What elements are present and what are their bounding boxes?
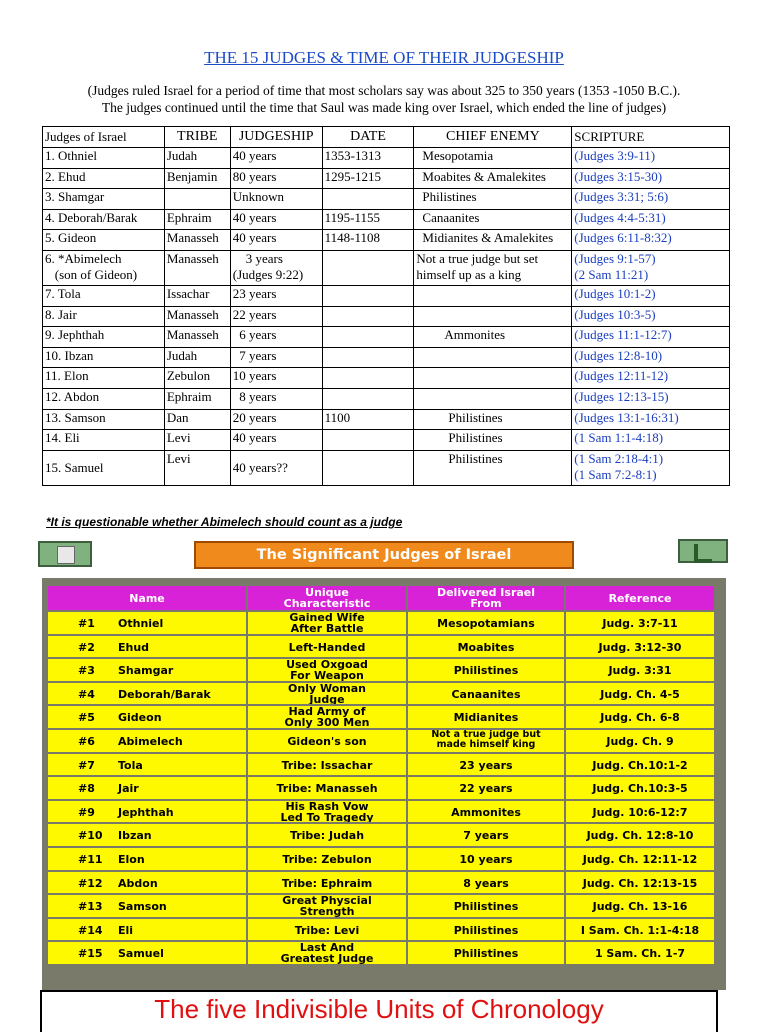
judge-row-name bbox=[48, 872, 246, 894]
delivered-from-cell: Ammonites bbox=[408, 801, 564, 823]
bottom-heading: The five Indivisible Units of Chronology bbox=[154, 994, 604, 1024]
judge-number: #9 bbox=[78, 805, 95, 819]
judge-row-name bbox=[48, 824, 246, 846]
judge-name: Samson bbox=[118, 900, 167, 914]
characteristic-cell: Great Physcial Strength bbox=[248, 895, 406, 917]
date-cell bbox=[322, 430, 414, 451]
scripture-cell[interactable]: (Judges 3:15-30) bbox=[572, 168, 730, 189]
judge-row-name bbox=[48, 706, 246, 728]
intro-text bbox=[20, 82, 748, 116]
header-judges: Judges of Israel bbox=[43, 127, 165, 148]
judge-name-cell: 13. Samson bbox=[43, 409, 165, 430]
scripture-cell[interactable]: (Judges 10:1-2) bbox=[572, 285, 730, 306]
scripture-cell[interactable]: (Judges 3:9-11) bbox=[572, 148, 730, 169]
characteristic-cell: Used Oxgoad For Weapon bbox=[248, 659, 406, 681]
tribe-cell: Manasseh bbox=[164, 230, 230, 251]
reference-cell: Judg. Ch. 12:13-15 bbox=[566, 872, 714, 894]
judgeship-cell: 40 years bbox=[230, 430, 322, 451]
characteristic-cell: Gained Wife After Battle bbox=[248, 612, 406, 634]
judge-name-cell: 12. Abdon bbox=[43, 388, 165, 409]
judgeship-cell: 8 years bbox=[230, 388, 322, 409]
chief-enemy-cell: Mesopotamia bbox=[414, 148, 572, 169]
intro-line-1: (Judges ruled Israel for a period of time that most scholars say was about 325 to 350 years (1353 -1050 B.C.). bbox=[87, 83, 681, 98]
judge-row-name bbox=[48, 659, 246, 681]
judge-name: Deborah/Barak bbox=[118, 687, 211, 701]
judgeship-cell: 23 years bbox=[230, 285, 322, 306]
judge-number: #1 bbox=[78, 617, 95, 630]
judgeship-cell: 40 years bbox=[230, 209, 322, 230]
judge-name: Jair bbox=[118, 782, 139, 796]
judge-row-name bbox=[48, 754, 246, 776]
date-cell bbox=[322, 250, 414, 285]
scripture-cell[interactable]: (Judges 4:4-5:31) bbox=[572, 209, 730, 230]
characteristic-cell: Only Woman Judge bbox=[248, 683, 406, 705]
header-date: DATE bbox=[322, 127, 414, 148]
judgeship-cell: Unknown bbox=[230, 189, 322, 210]
header-tribe: TRIBE bbox=[164, 127, 230, 148]
judge-name: Jephthah bbox=[118, 805, 174, 819]
scripture-cell[interactable]: (Judges 12:13-15) bbox=[572, 388, 730, 409]
judge-row-name bbox=[48, 612, 246, 634]
header-characteristic: Unique Characteristic bbox=[248, 586, 406, 610]
tribe-cell bbox=[164, 189, 230, 210]
judge-row-name bbox=[48, 919, 246, 941]
date-cell bbox=[322, 285, 414, 306]
chief-enemy-cell: Ammonites bbox=[414, 327, 572, 348]
date-cell: 1353-1313 bbox=[322, 148, 414, 169]
judges-table-row bbox=[43, 285, 730, 306]
scripture-cell[interactable]: (Judges 12:11-12) bbox=[572, 368, 730, 389]
judges-table-header bbox=[43, 127, 730, 148]
header-name: Name bbox=[48, 586, 246, 610]
judge-name-cell: 9. Jephthah bbox=[43, 327, 165, 348]
scripture-cell[interactable]: (1 Sam 1:1-4:18) bbox=[572, 430, 730, 451]
judge-number: #13 bbox=[78, 900, 103, 914]
scripture-cell[interactable]: (Judges 10:3-5) bbox=[572, 306, 730, 327]
return-button[interactable] bbox=[678, 539, 728, 563]
reference-cell: Judg. Ch.10:3-5 bbox=[566, 777, 714, 799]
page-title: THE 15 JUDGES & TIME OF THEIR JUDGESHIP bbox=[204, 48, 564, 67]
characteristic-cell: Gideon's son bbox=[248, 730, 406, 752]
judge-name: Ehud bbox=[118, 640, 150, 654]
judge-row-name bbox=[48, 636, 246, 658]
judge-number: #14 bbox=[78, 923, 103, 937]
judge-name: Shamgar bbox=[118, 664, 174, 678]
judge-number: #8 bbox=[78, 782, 95, 796]
characteristic-cell: Last And Greatest Judge bbox=[248, 942, 406, 964]
judge-number: #2 bbox=[78, 640, 95, 654]
scripture-cell[interactable]: (Judges 11:1-12:7) bbox=[572, 327, 730, 348]
judge-name: Samuel bbox=[118, 947, 164, 961]
judge-name-cell: 15. Samuel bbox=[43, 450, 165, 485]
reference-cell: Judg. Ch. 6-8 bbox=[566, 706, 714, 728]
section-banner: The Significant Judges of Israel bbox=[194, 541, 574, 569]
judge-row-name bbox=[48, 895, 246, 917]
judge-name-cell: 3. Shamgar bbox=[43, 189, 165, 210]
judges-table-row bbox=[43, 209, 730, 230]
characteristic-cell: His Rash Vow Led To Tragedy bbox=[248, 801, 406, 823]
header-scripture: SCRIPTURE bbox=[572, 127, 730, 148]
judges-table-row bbox=[43, 168, 730, 189]
judges-table-row bbox=[43, 230, 730, 251]
scripture-cell[interactable]: (Judges 12:8-10) bbox=[572, 347, 730, 368]
judgeship-cell: 20 years bbox=[230, 409, 322, 430]
date-cell bbox=[322, 368, 414, 389]
reference-cell: Judg. 3:12-30 bbox=[566, 636, 714, 658]
scripture-cell[interactable]: (Judges 3:31; 5:6) bbox=[572, 189, 730, 210]
characteristic-cell: Had Army of Only 300 Men bbox=[248, 706, 406, 728]
reference-cell: Judg. Ch. 12:11-12 bbox=[566, 848, 714, 870]
tribe-cell: Ephraim bbox=[164, 209, 230, 230]
chief-enemy-cell: Midianites & Amalekites bbox=[414, 230, 572, 251]
judge-name: Gideon bbox=[118, 711, 162, 725]
judges-table-row bbox=[43, 347, 730, 368]
header-delivered-from: Delivered Israel From bbox=[408, 586, 564, 610]
judge-name: Elon bbox=[118, 853, 145, 866]
reference-cell: Judg. Ch. 9 bbox=[566, 730, 714, 752]
judge-name-cell: 8. Jair bbox=[43, 306, 165, 327]
judge-name-cell: 14. Eli bbox=[43, 430, 165, 451]
delivered-from-cell: Philistines bbox=[408, 919, 564, 941]
chief-enemy-cell: Philistines bbox=[414, 430, 572, 451]
judges-table-row bbox=[43, 450, 730, 485]
judge-name: Tola bbox=[118, 758, 143, 772]
scripture-cell[interactable]: (Judges 6:11-8:32) bbox=[572, 230, 730, 251]
date-cell bbox=[322, 189, 414, 210]
judges-table-row bbox=[43, 148, 730, 169]
tribe-cell: Zebulon bbox=[164, 368, 230, 389]
tribe-cell: Judah bbox=[164, 148, 230, 169]
judge-name-cell: 5. Gideon bbox=[43, 230, 165, 251]
delivered-from-cell: Philistines bbox=[408, 942, 564, 964]
chief-enemy-cell bbox=[414, 285, 572, 306]
date-cell: 1148-1108 bbox=[322, 230, 414, 251]
delivered-from-cell: Canaanites bbox=[408, 683, 564, 705]
judgeship-cell: 3 years (Judges 9:22) bbox=[230, 250, 322, 285]
judge-name: Eli bbox=[118, 923, 134, 937]
judgeship-cell: 22 years bbox=[230, 306, 322, 327]
characteristic-cell: Tribe: Issachar bbox=[248, 754, 406, 776]
delivered-from-cell: Midianites bbox=[408, 706, 564, 728]
reference-cell: Judg. 3:7-11 bbox=[566, 612, 714, 634]
judgeship-cell: 80 years bbox=[230, 168, 322, 189]
tribe-cell: Levi bbox=[164, 450, 230, 485]
judges-table-row bbox=[43, 306, 730, 327]
delivered-from-cell: Philistines bbox=[408, 659, 564, 681]
judges-table-row bbox=[43, 189, 730, 210]
chief-enemy-cell: Canaanites bbox=[414, 209, 572, 230]
significant-judges-table bbox=[42, 578, 726, 990]
judge-row-name bbox=[48, 777, 246, 799]
judges-table-row bbox=[43, 327, 730, 348]
delivered-from-cell: Moabites bbox=[408, 636, 564, 658]
judges-table-row bbox=[43, 430, 730, 451]
tribe-cell: Manasseh bbox=[164, 327, 230, 348]
characteristic-cell: Tribe: Zebulon bbox=[248, 848, 406, 870]
tribe-cell: Manasseh bbox=[164, 250, 230, 285]
return-icon bbox=[694, 544, 712, 563]
judges-table-row bbox=[43, 409, 730, 430]
delivered-from-cell: 7 years bbox=[408, 824, 564, 846]
delivered-from-cell: Not a true judge but made himself king bbox=[408, 730, 564, 752]
delivered-from-cell: Mesopotamians bbox=[408, 612, 564, 634]
bottom-heading-box bbox=[40, 990, 718, 1032]
characteristic-cell: Tribe: Judah bbox=[248, 824, 406, 846]
chief-enemy-cell bbox=[414, 368, 572, 389]
tribe-cell: Dan bbox=[164, 409, 230, 430]
scroll-button[interactable] bbox=[38, 541, 92, 567]
judgeship-cell: 40 years bbox=[230, 230, 322, 251]
tribe-cell: Judah bbox=[164, 347, 230, 368]
reference-cell: Judg. Ch. 12:8-10 bbox=[566, 824, 714, 846]
judge-name-cell: 2. Ehud bbox=[43, 168, 165, 189]
judgeship-cell: 10 years bbox=[230, 368, 322, 389]
judge-row-name bbox=[48, 801, 246, 823]
judge-row-name bbox=[48, 683, 246, 705]
characteristic-cell: Tribe: Ephraim bbox=[248, 872, 406, 894]
date-cell: 1100 bbox=[322, 409, 414, 430]
reference-cell: I Sam. Ch. 1:1-4:18 bbox=[566, 919, 714, 941]
date-cell bbox=[322, 327, 414, 348]
judge-number: #7 bbox=[78, 758, 95, 772]
judge-number: #10 bbox=[78, 829, 103, 843]
judgeship-cell: 7 years bbox=[230, 347, 322, 368]
date-cell bbox=[322, 347, 414, 368]
chief-enemy-cell: Moabites & Amalekites bbox=[414, 168, 572, 189]
reference-cell: Judg. 10:6-12:7 bbox=[566, 801, 714, 823]
intro-line-2: The judges continued until the time that Saul was made king over Israel, which ended the line of judges) bbox=[101, 100, 667, 115]
reference-cell: Judg. Ch. 13-16 bbox=[566, 895, 714, 917]
footnote: *It is questionable whether Abimelech should count as a judge bbox=[46, 515, 403, 529]
chief-enemy-cell bbox=[414, 347, 572, 368]
date-cell bbox=[322, 450, 414, 485]
delivered-from-cell: 23 years bbox=[408, 754, 564, 776]
judge-name-cell: 7. Tola bbox=[43, 285, 165, 306]
judge-number: #3 bbox=[78, 664, 95, 678]
chief-enemy-cell bbox=[414, 388, 572, 409]
tribe-cell: Levi bbox=[164, 430, 230, 451]
judges-table bbox=[42, 126, 730, 486]
judge-name: Abdon bbox=[118, 876, 158, 890]
judge-row-name bbox=[48, 848, 246, 870]
judges-table-row bbox=[43, 388, 730, 409]
judges-table-row bbox=[43, 368, 730, 389]
judge-row-name bbox=[48, 942, 246, 964]
judge-name-cell: 4. Deborah/Barak bbox=[43, 209, 165, 230]
delivered-from-cell: 10 years bbox=[408, 848, 564, 870]
judge-row-name bbox=[48, 730, 246, 752]
chief-enemy-cell: Philistines bbox=[414, 409, 572, 430]
judge-number: #5 bbox=[78, 711, 95, 725]
header-judgeship: JUDGESHIP bbox=[230, 127, 322, 148]
reference-cell: Judg. Ch. 4-5 bbox=[566, 683, 714, 705]
judges-table-row bbox=[43, 250, 730, 285]
characteristic-cell: Tribe: Levi bbox=[248, 919, 406, 941]
judge-number: #12 bbox=[78, 876, 103, 890]
header-chief-enemy: CHIEF ENEMY bbox=[414, 127, 572, 148]
characteristic-cell: Tribe: Manasseh bbox=[248, 777, 406, 799]
tribe-cell: Manasseh bbox=[164, 306, 230, 327]
date-cell bbox=[322, 388, 414, 409]
reference-cell: 1 Sam. Ch. 1-7 bbox=[566, 942, 714, 964]
header-reference: Reference bbox=[566, 586, 714, 610]
judge-name: Ibzan bbox=[118, 829, 152, 843]
chief-enemy-cell: Philistines bbox=[414, 450, 572, 485]
judge-number: #11 bbox=[78, 853, 103, 866]
judge-number: #15 bbox=[78, 947, 103, 961]
judge-name-cell: 6. *Abimelech (son of Gideon) bbox=[43, 250, 165, 285]
scripture-cell[interactable]: (Judges 9:1-57) (2 Sam 11:21) bbox=[572, 250, 730, 285]
judge-name: Abimelech bbox=[118, 735, 183, 748]
delivered-from-cell: 22 years bbox=[408, 777, 564, 799]
chief-enemy-cell: Philistines bbox=[414, 189, 572, 210]
judge-number: #4 bbox=[78, 687, 95, 701]
reference-cell: Judg. 3:31 bbox=[566, 659, 714, 681]
judge-name-cell: 11. Elon bbox=[43, 368, 165, 389]
tribe-cell: Benjamin bbox=[164, 168, 230, 189]
judgeship-cell: 6 years bbox=[230, 327, 322, 348]
date-cell: 1295-1215 bbox=[322, 168, 414, 189]
scripture-cell[interactable]: (Judges 13:1-16:31) bbox=[572, 409, 730, 430]
judge-name: Othniel bbox=[118, 617, 164, 630]
judge-number: #6 bbox=[78, 735, 95, 748]
scroll-icon bbox=[57, 546, 75, 564]
judgeship-cell: 40 years bbox=[230, 148, 322, 169]
chief-enemy-cell bbox=[414, 306, 572, 327]
delivered-from-cell: 8 years bbox=[408, 872, 564, 894]
judge-name-cell: 10. Ibzan bbox=[43, 347, 165, 368]
judge-name-cell: 1. Othniel bbox=[43, 148, 165, 169]
judgeship-cell: 40 years?? bbox=[230, 450, 322, 485]
date-cell bbox=[322, 306, 414, 327]
reference-cell: Judg. Ch.10:1-2 bbox=[566, 754, 714, 776]
date-cell: 1195-1155 bbox=[322, 209, 414, 230]
characteristic-cell: Left-Handed bbox=[248, 636, 406, 658]
chief-enemy-cell: Not a true judge but set himself up as a king bbox=[414, 250, 572, 285]
scripture-cell[interactable]: (1 Sam 2:18-4:1) (1 Sam 7:2-8:1) bbox=[572, 450, 730, 485]
tribe-cell: Issachar bbox=[164, 285, 230, 306]
delivered-from-cell: Philistines bbox=[408, 895, 564, 917]
tribe-cell: Ephraim bbox=[164, 388, 230, 409]
